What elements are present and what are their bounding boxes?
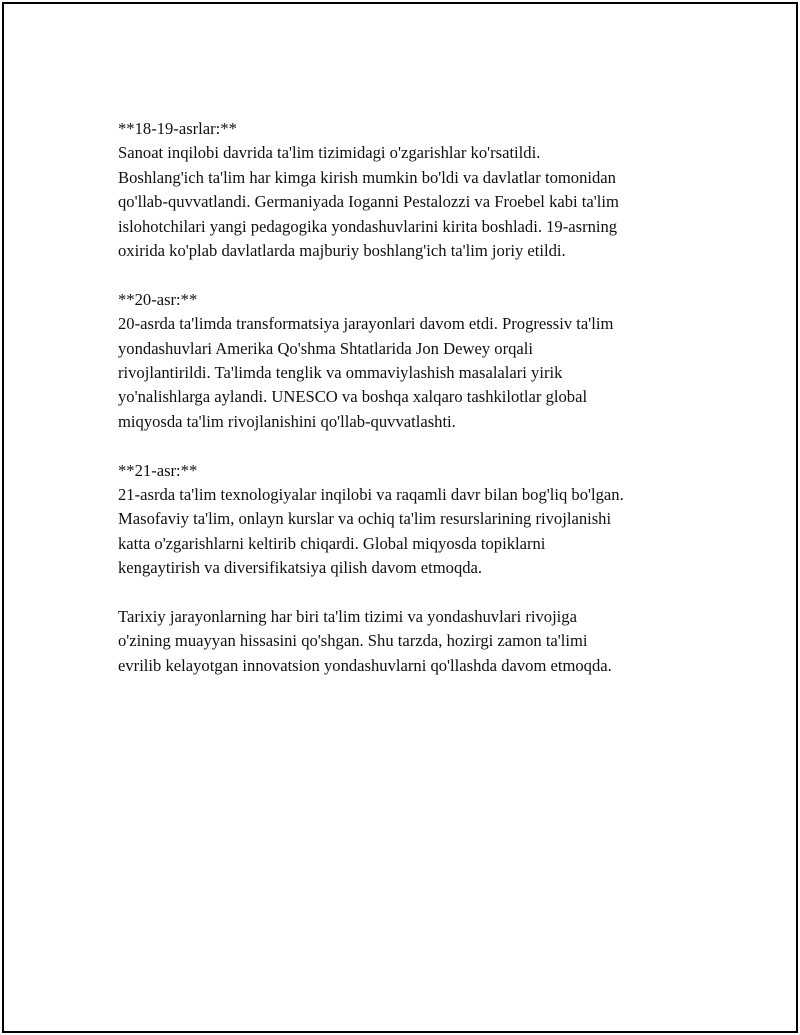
paragraph-line: o'zining muayyan hissasini qo'shgan. Shu tarzda, hozirgi zamon ta'limi xyxy=(118,631,588,651)
paragraph-line: 21-asrda ta'lim texnologiyalar inqilobi va raqamli davr bilan bog'liq bo'lgan. xyxy=(118,485,624,505)
paragraph-line: miqyosda ta'lim rivojlanishini qo'llab-quvvatlashti. xyxy=(118,411,456,431)
paragraph-line: oxirida ko'plab davlatlarda majburiy boshlang'ich ta'lim joriy etildi. xyxy=(118,241,566,261)
paragraph-line: evrilib kelayotgan innovatsion yondashuvlarni qo'llashda davom etmoqda. xyxy=(118,655,612,675)
section-18-19-century xyxy=(118,117,708,263)
paragraph-line: yondashuvlari Amerika Qo'shma Shtatlarida Jon Dewey orqali xyxy=(118,338,533,358)
section-21-century xyxy=(118,459,708,581)
paragraph-line: yo'nalishlarga aylandi. UNESCO va boshqa xalqaro tashkilotlar global xyxy=(118,387,588,407)
paragraph-line: 20-asrda ta'limda transformatsiya jarayonlari davom etdi. Progressiv ta'lim xyxy=(118,314,614,334)
paragraph-line: katta o'zgarishlarni keltirib chiqardi. Global miqyosda topiklarni xyxy=(118,533,546,553)
section-20-century xyxy=(118,288,708,434)
section-heading: **20-asr:** xyxy=(118,289,198,309)
paragraph-line: islohotchilari yangi pedagogika yondashuvlarini kirita boshladi. 19-asrning xyxy=(118,216,618,236)
paragraph-line: Sanoat inqilobi davrida ta'lim tizimidagi o'zgarishlar ko'rsatildi. xyxy=(118,143,541,163)
paragraph-line: kengaytirish va diversifikatsiya qilish davom etmoqda. xyxy=(118,558,483,578)
paragraph-line: rivojlantirildi. Ta'limda tenglik va ommaviylashish masalalari yirik xyxy=(118,363,563,383)
paragraph-line: Masofaviy ta'lim, onlayn kurslar va ochiq ta'lim resurslarining rivojlanishi xyxy=(118,509,612,529)
paragraph-line: Boshlang'ich ta'lim har kimga kirish mumkin bo'ldi va davlatlar tomonidan xyxy=(118,167,616,187)
paragraph-line: qo'llab-quvvatlandi. Germaniyada Ioganni Pestalozzi va Froebel kabi ta'lim xyxy=(118,192,619,212)
section-heading: **21-asr:** xyxy=(118,460,198,480)
document-body xyxy=(118,117,708,703)
conclusion-paragraph xyxy=(118,605,708,678)
section-heading: **18-19-asrlar:** xyxy=(118,119,237,138)
paragraph-line: Tarixiy jarayonlarning har biri ta'lim tizimi va yondashuvlari rivojiga xyxy=(118,607,577,627)
